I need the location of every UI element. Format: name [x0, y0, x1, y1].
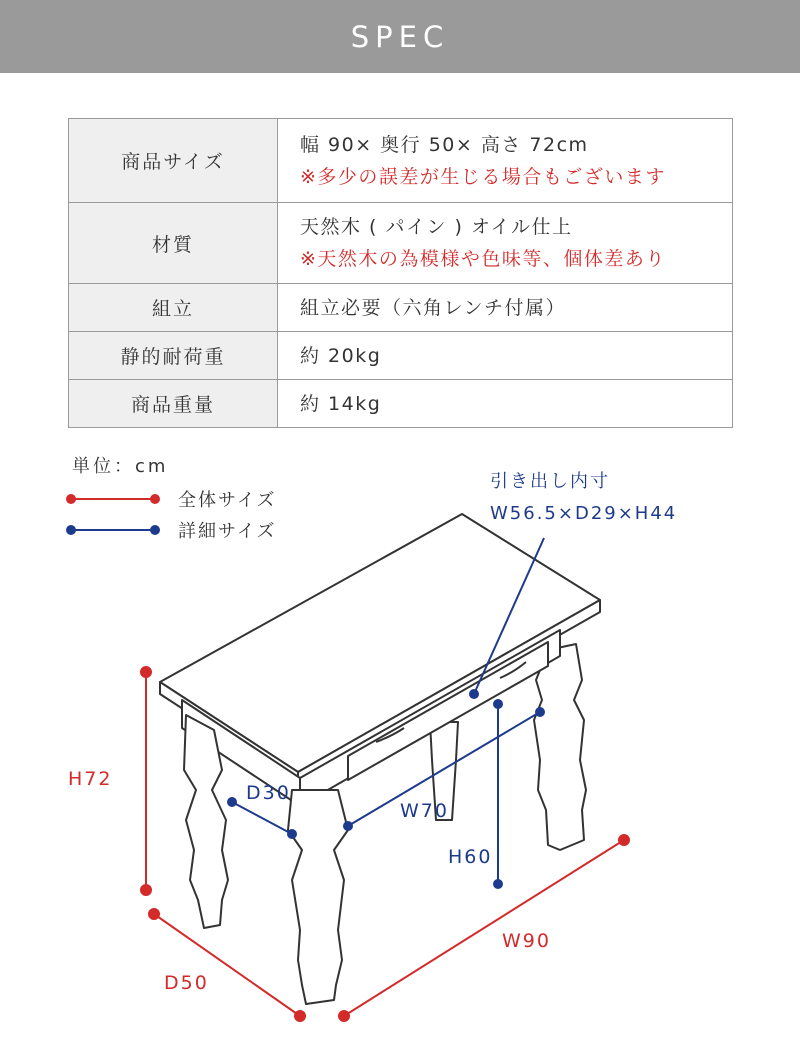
h72-dot-top [141, 667, 151, 677]
h60-dot-bottom [494, 880, 502, 888]
spec-value-text: 天然木 ( パイン ) オイル仕上 [300, 216, 573, 238]
dim-label-h60: H60 [448, 846, 493, 868]
spec-label: 商品重量 [69, 380, 278, 428]
h72-dot-bottom [141, 885, 151, 895]
spec-value-text: 約 14kg [278, 380, 733, 428]
legend-label: 詳細サイズ [178, 521, 277, 542]
spec-value-text: 幅 90× 奥行 50× 高さ 72cm [300, 133, 589, 156]
right-leg [534, 644, 586, 850]
d50-line [154, 914, 300, 1016]
spec-label: 商品サイズ [69, 119, 278, 203]
d30-line [232, 802, 292, 834]
legend-label: 全体サイズ [178, 490, 277, 511]
d30-dot-end [288, 830, 296, 838]
dim-label-d50: D50 [164, 972, 209, 994]
drawer-callout-dims: W56.5×D29×H44 [490, 503, 678, 524]
spec-value-text: 約 20kg [278, 332, 733, 380]
front-leg [288, 790, 348, 1004]
w70-dot-start [344, 822, 352, 830]
w70-dot-end [536, 708, 544, 716]
spec-label: 組立 [69, 284, 278, 332]
dim-label-w90: W90 [502, 930, 551, 952]
dim-label-d30: D30 [246, 782, 291, 804]
w90-dot-start [339, 1011, 349, 1021]
drawer-callout-title: 引き出し内寸 [490, 471, 610, 492]
header-title: SPEC [350, 19, 450, 54]
spec-note: ※多少の誤差が生じる場合もございます [300, 165, 666, 188]
dim-label-w70: W70 [400, 800, 449, 822]
d30-dot-start [228, 798, 236, 806]
d50-dot-end [295, 1011, 305, 1021]
spec-label: 静的耐荷重 [69, 332, 278, 380]
unit-label: 単位：cm [72, 456, 169, 477]
spec-label: 材質 [69, 203, 278, 284]
spec-note: ※天然木の為模様や色味等、個体差あり [300, 248, 666, 270]
h60-dot-top [494, 700, 502, 708]
w90-dot-end [619, 835, 629, 845]
spec-value-text: 組立必要（六角レンチ付属） [278, 284, 733, 332]
drawer-callout-dot [470, 690, 478, 698]
dim-label-h72: H72 [68, 768, 113, 790]
d50-dot-start [149, 909, 159, 919]
